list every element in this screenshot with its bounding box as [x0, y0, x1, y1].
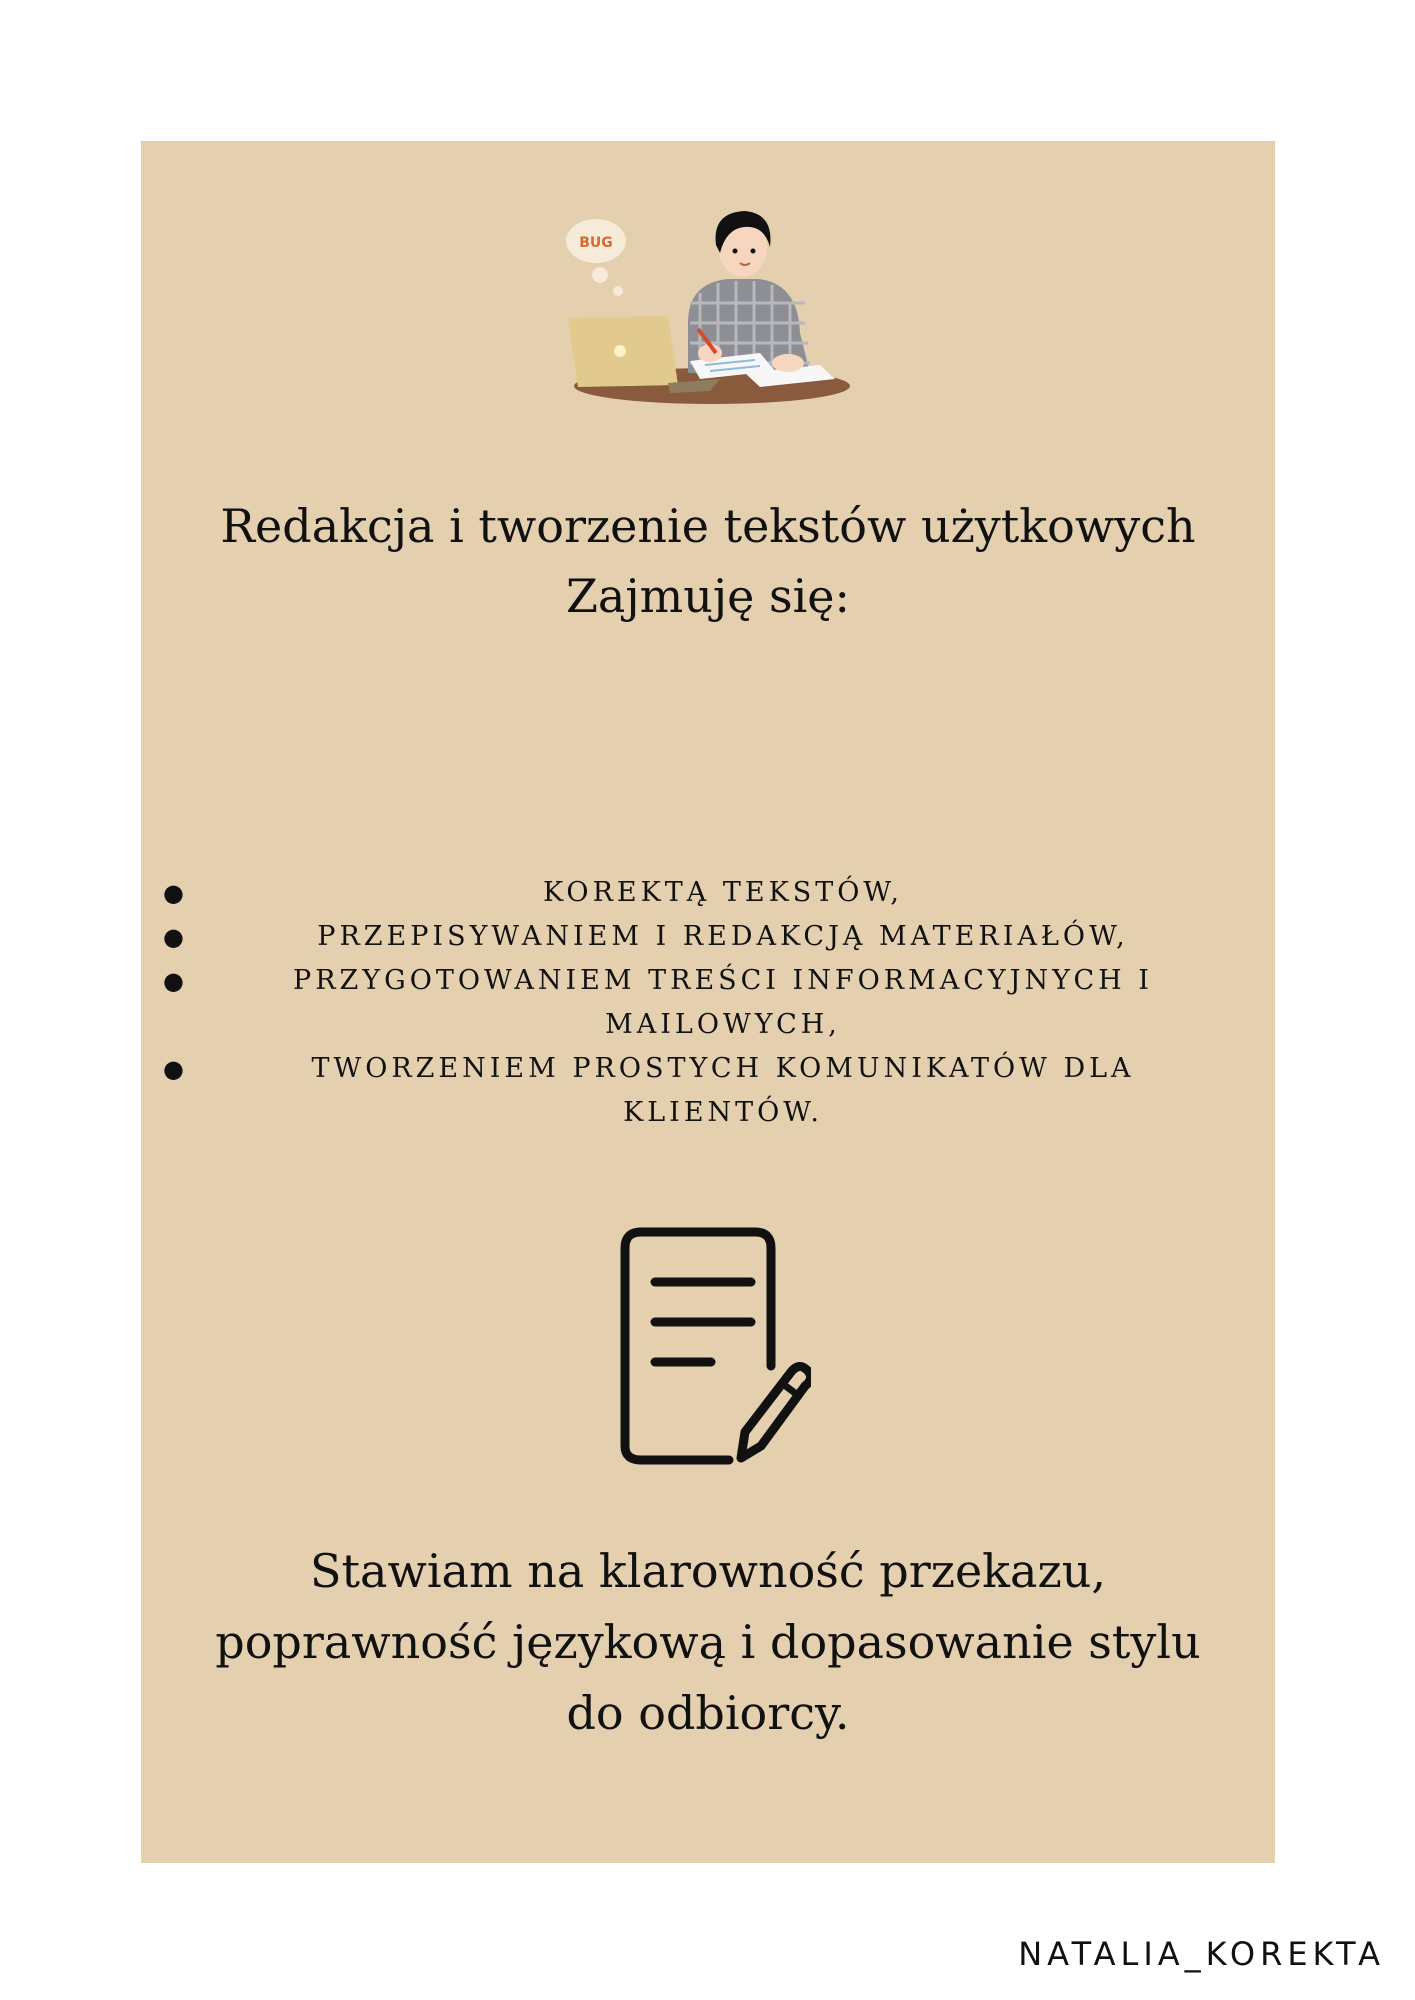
document-pencil-icon: [611, 1226, 811, 1466]
closing-statement: [141, 1536, 1275, 1749]
bullet-icon: ●: [163, 923, 184, 951]
author-signature: NATALIA_KOREKTA: [1018, 1935, 1385, 1973]
content-panel: [141, 141, 1275, 1863]
bullet-icon: ●: [163, 967, 184, 995]
person-at-laptop-illustration: [560, 203, 860, 408]
services-list: [141, 871, 1275, 1135]
list-item: [141, 871, 1275, 915]
list-item: [141, 959, 1275, 1047]
bullet-icon: ●: [163, 879, 184, 907]
service-text: KOREKTĄ TEKSTÓW,: [542, 877, 904, 908]
list-item: [141, 915, 1275, 959]
title-line-2: Zajmuję się:: [565, 569, 851, 623]
closing-line-2: poprawność językową i dopasowanie stylu: [215, 1615, 1201, 1669]
service-text: PRZEPISYWANIEM I REDAKCJĄ MATERIAŁÓW,: [317, 921, 1129, 952]
service-text: PRZYGOTOWANIEM TREŚCI INFORMACYJNYCH I MAILOWYCH,: [293, 965, 1153, 1040]
closing-line-3: do odbiorcy.: [566, 1686, 850, 1740]
list-item: [141, 1047, 1275, 1135]
bullet-icon: ●: [163, 1055, 184, 1083]
page-title: [141, 491, 1275, 631]
title-line-1: Redakcja i tworzenie tekstów użytkowych: [220, 499, 1196, 553]
service-text: TWORZENIEM PROSTYCH KOMUNIKATÓW DLA KLIENTÓW.: [311, 1053, 1135, 1128]
bug-bubble-text: BUG: [579, 235, 613, 251]
closing-line-1: Stawiam na klarowność przekazu,: [310, 1544, 1106, 1598]
